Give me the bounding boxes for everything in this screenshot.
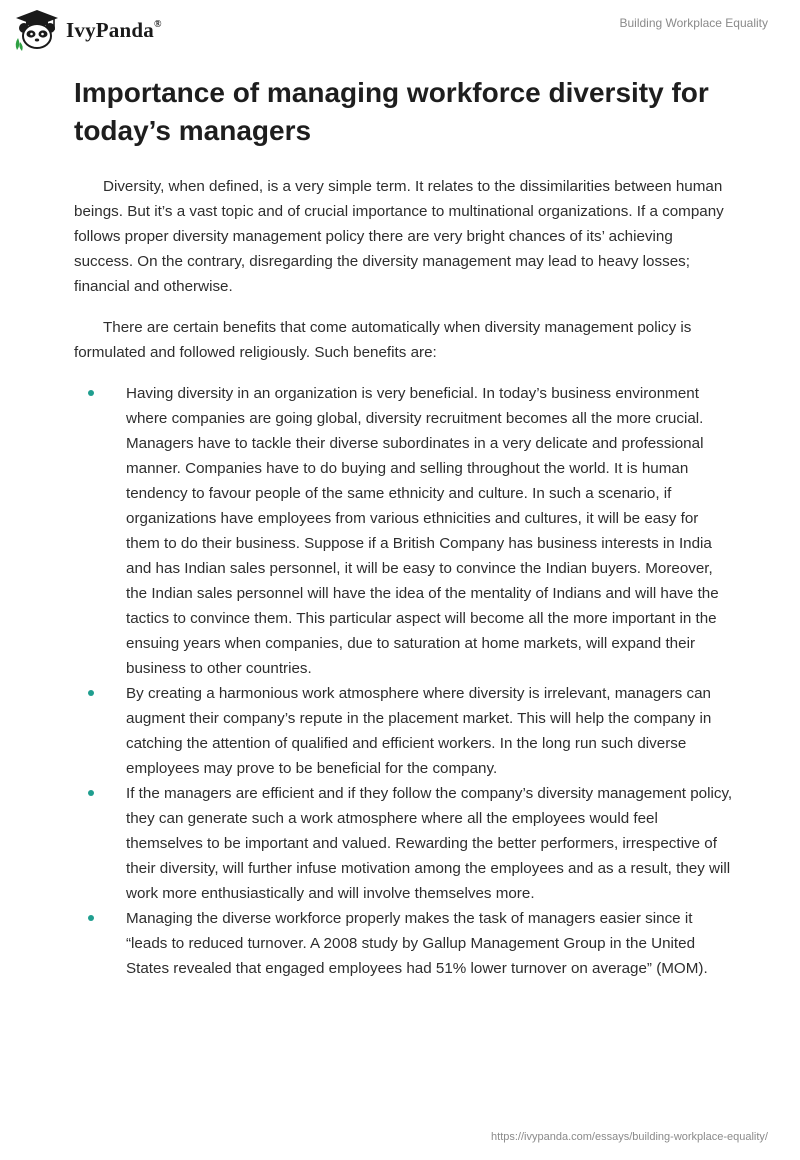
page-header [0, 0, 800, 60]
paragraph: There are certain benefits that come automatically when diversity management policy is formulated and followed religiously. Such benefits are: [74, 319, 692, 361]
list-item [74, 781, 734, 906]
benefits-list [74, 381, 734, 981]
list-item-text: Having diversity in an organization is very beneficial. In today’s business environment where companies are going global, diversity recruitment becomes all the more crucial. Managers have to tackle their diverse subordinates in a very delicate and professional manner. Companies have to do buying and selling throughout the world. It is human tendency to favour people of the same ethnicity and culture. In such a scenario, if organizations have employees from various ethnicities and cultures, it will be easy for them to do their business. Suppose if a British Company has business interests in India and has Indian sales personnel, it will be easy to convince the Indian buyers. Moreover, the Indian sales personnel will have the idea of the mentality of Indians and will have the tactics to convince them. This particular aspect will become all the more important in the ensuing years when companies, due to saturation at home markets, will expand their business to other countries. [126, 385, 719, 677]
paragraph: Diversity, when defined, is a very simple term. It relates to the dissimilarities between human beings. But it’s a vast topic and of crucial importance to multinational organizations. If a company follows proper diversity management policy there are very bright chances of its’ achieving success. On the contrary, disregarding the diversity management may lead to heavy losses; financial and otherwise. [74, 178, 724, 295]
document-label: Building Workplace Equality [619, 16, 768, 30]
bullet-dot-icon [88, 390, 94, 396]
article-title: Importance of managing workforce diversity for today’s managers [74, 77, 709, 146]
registered-mark: ® [153, 18, 162, 30]
brand-name [66, 18, 162, 43]
list-item [74, 681, 734, 781]
ivypanda-logo[interactable] [14, 8, 162, 52]
list-item-text: By creating a harmonious work atmosphere where diversity is irrelevant, managers can augment their company’s repute in the placement market. This will help the company in catching the attention of qualified and efficient workers. In the long run such diverse employees may prove to be beneficial for the company. [126, 685, 712, 777]
article-body [74, 174, 734, 981]
bullet-dot-icon [88, 690, 94, 696]
list-item [74, 906, 734, 981]
list-item [74, 381, 734, 681]
list-item-text: Managing the diverse workforce properly makes the task of managers easier since it “leads to reduced turnover. A 2008 study by Gallup Management Group in the United States revealed that engaged employees had 51% lower turnover on average” (MOM). [126, 910, 708, 977]
footer-url-link[interactable]: https://ivypanda.com/essays/building-workplace-equality/ [491, 1131, 768, 1143]
bullet-dot-icon [88, 790, 94, 796]
bullet-dot-icon [88, 915, 94, 921]
panda-graduate-logo-icon [14, 8, 60, 52]
list-item-text: If the managers are efficient and if they follow the company’s diversity management policy, they can generate such a work atmosphere where all the employees would feel themselves to be important and valued. Rewarding the better performers, irrespective of their diversity, will further infuse motivation among the employees and as a result, they will work more enthusiastically and will involve themselves more. [126, 785, 733, 902]
brand-text: IvyPanda [66, 17, 154, 42]
